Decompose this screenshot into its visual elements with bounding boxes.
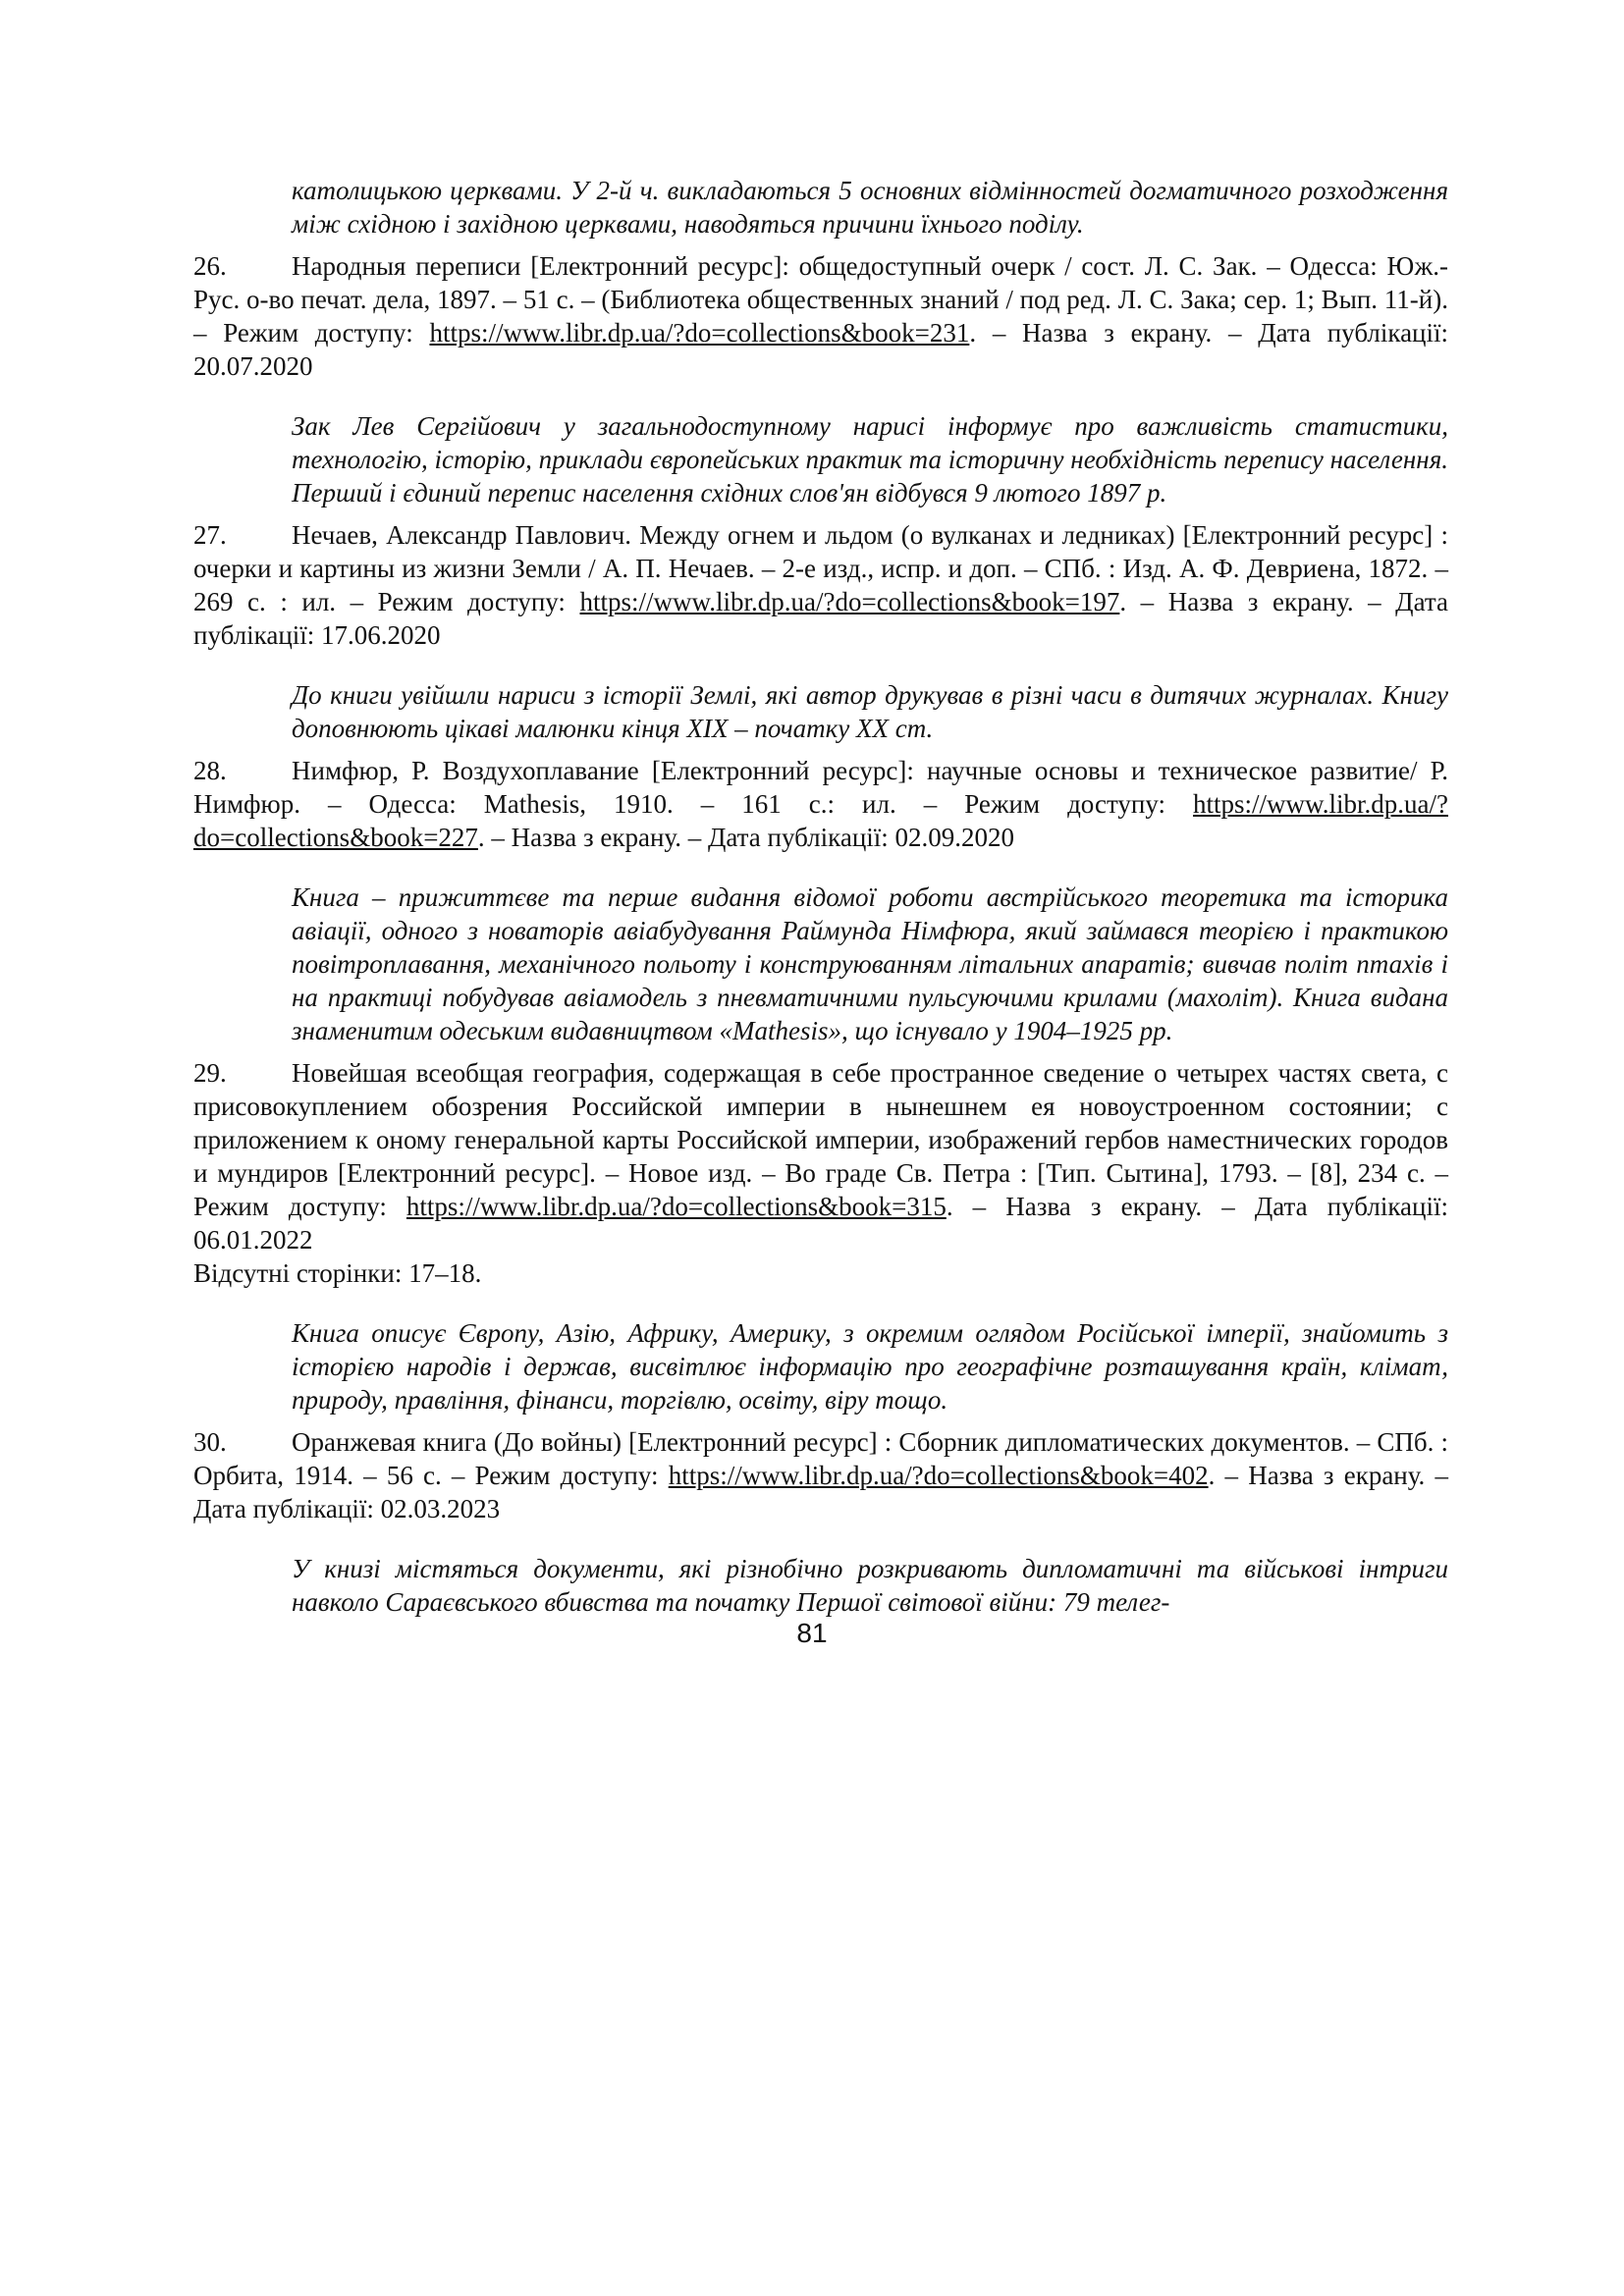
- entry-tail: . – Назва з екрану. – Дата публікації: 06.01.2022: [193, 1192, 1448, 1255]
- document-page: [193, 147, 1448, 1619]
- entry-note: Відсутні сторінки: 17–18.: [193, 1258, 482, 1288]
- entry-link[interactable]: https://www.libr.dp.ua/?do=collections&book=197: [579, 587, 1120, 616]
- entry-citation: [193, 249, 1448, 383]
- entry-tail: . – Назва з екрану. – Дата публікації: 17.06.2020: [193, 587, 1448, 650]
- entry-link[interactable]: https://www.libr.dp.ua/?do=collections&book=227: [193, 789, 1448, 852]
- bibliography-entry: [193, 518, 1448, 745]
- entry-number: 28.: [193, 756, 227, 785]
- entry-annotation: Книга описує Європу, Азію, Африку, Америку, з окремим оглядом Російської імперії, знайомить з історією народів і держав, висвітлює інформацію про географічне розташування країн, клімат, природу, правління, фінанси, торгівлю, освіту, віру тощо.: [292, 1318, 1448, 1415]
- entry-annotation: До книги увійшли нариси з історії Землі, які автор друкував в різні часи в дитячих журналах. Книгу доповнюють цікаві малюнки кінця XIX – початку XX ст.: [292, 680, 1448, 743]
- bibliography-entry: [193, 754, 1448, 1047]
- entry-number: 30.: [193, 1427, 227, 1457]
- bibliography-entry: [193, 1425, 1448, 1619]
- entry-citation: [193, 1056, 1448, 1256]
- entry-tail: . – Назва з екрану. – Дата публікації: 02.09.2020: [477, 823, 1015, 852]
- entry-text: Новейшая всеобщая география, содержащая в себе пространное сведение о четырех частях света, с присовокуплением обозрения Российской империи в нынешнем ея новоустроенном состоянии; с приложением к оному генеральной карты Российской империи, изображений гербов наместнических городов и мундиров [Електронний ресурс]. – Новое изд. – Во граде Св. Петра : [Тип. Сытина], 1793. – [8], 234 с. – Режим доступу:: [193, 1058, 1448, 1221]
- entry-link[interactable]: https://www.libr.dp.ua/?do=collections&book=402: [668, 1461, 1209, 1490]
- entry-text: Нечаев, Александр Павлович. Между огнем и льдом (о вулканах и ледниках) [Електронний ресурс] : очерки и картины из жизни Земли / А. П. Нечаев. – 2-е изд., испр. и доп. – СПб. : Изд. А. Ф. Девриена, 1872. – 269 с. : ил. – Режим доступу:: [193, 520, 1448, 616]
- entry-annotation: Книга – прижиттєве та перше видання відомої роботи австрійського теоретика та історика авіації, одного з новаторів авіабудування Раймунда Німфюра, який займався теорією і практикою повітроплавання, механічного польоту і конструюванням літальних апаратів; вивчав політ птахів і на практиці побудував авіамодель з пневматичними пульсуючими крилами (махоліт). Книга видана знаменитим одеським видавництвом «Mathesis», що існувало у 1904–1925 рр.: [292, 882, 1448, 1045]
- entry-citation: [193, 518, 1448, 652]
- entry-annotation: У книзі містяться документи, які різнобічно розкривають дипломатичні та військові інтриги навколо Сараєвського вбивства та початку Першої світової війни: 79 телег-: [292, 1554, 1448, 1617]
- entry-number: 27.: [193, 520, 227, 550]
- entry-citation: [193, 754, 1448, 854]
- entry-link[interactable]: https://www.libr.dp.ua/?do=collections&book=231: [429, 318, 970, 347]
- bibliography-entry: [193, 249, 1448, 509]
- entry-number: 26.: [193, 251, 227, 281]
- entry-annotation: Зак Лев Сергійович у загальнодоступному нарисі інформує про важливість статистики, технологію, історію, приклади європейських практик та історичну необхідність перепису населення. Перший і єдиний перепис населення східних слов'ян відбувся 9 лютого 1897 р.: [292, 411, 1448, 507]
- entry-number: 29.: [193, 1058, 227, 1088]
- bibliography-entry: [193, 1056, 1448, 1416]
- entry-citation: [193, 1425, 1448, 1525]
- entry-tail: . – Назва з екрану. – Дата публікації: 20.07.2020: [193, 318, 1449, 381]
- entry-text: Оранжевая книга (До войны) [Електронний ресурс] : Сборник дипломатических документов. – СПб. : Орбита, 1914. – 56 с. – Режим доступу:: [193, 1427, 1448, 1490]
- entry-text: Нимфюр, Р. Воздухоплавание [Електронний ресурс]: научные основы и техническое развитие/ Р. Нимфюр. – Одесса: Mathesis, 1910. – 161 с.: ил. – Режим доступу:: [193, 756, 1448, 819]
- page-number: 81: [796, 1618, 828, 1648]
- entry-text: Народныя переписи [Електронний ресурс]: общедоступный очерк / сост. Л. С. Зак. – Одесса: Юж.-Рус. о-во печат. дела, 1897. – 51 с. – (Библиотека общественных знаний / под ред. Л. С. Зака; сер. 1; Вып. 11-й). – Режим доступу:: [193, 251, 1448, 347]
- entry-tail: . – Назва з екрану. – Дата публікації: 02.03.2023: [193, 1461, 1448, 1523]
- entry-annotation: католицькою церквами. У 2-й ч. викладаються 5 основних відмінностей догматичного розходження між східною і західною церквами, наводяться причини їхнього поділу.: [292, 176, 1448, 239]
- entry-link[interactable]: https://www.libr.dp.ua/?do=collections&book=315: [406, 1192, 947, 1221]
